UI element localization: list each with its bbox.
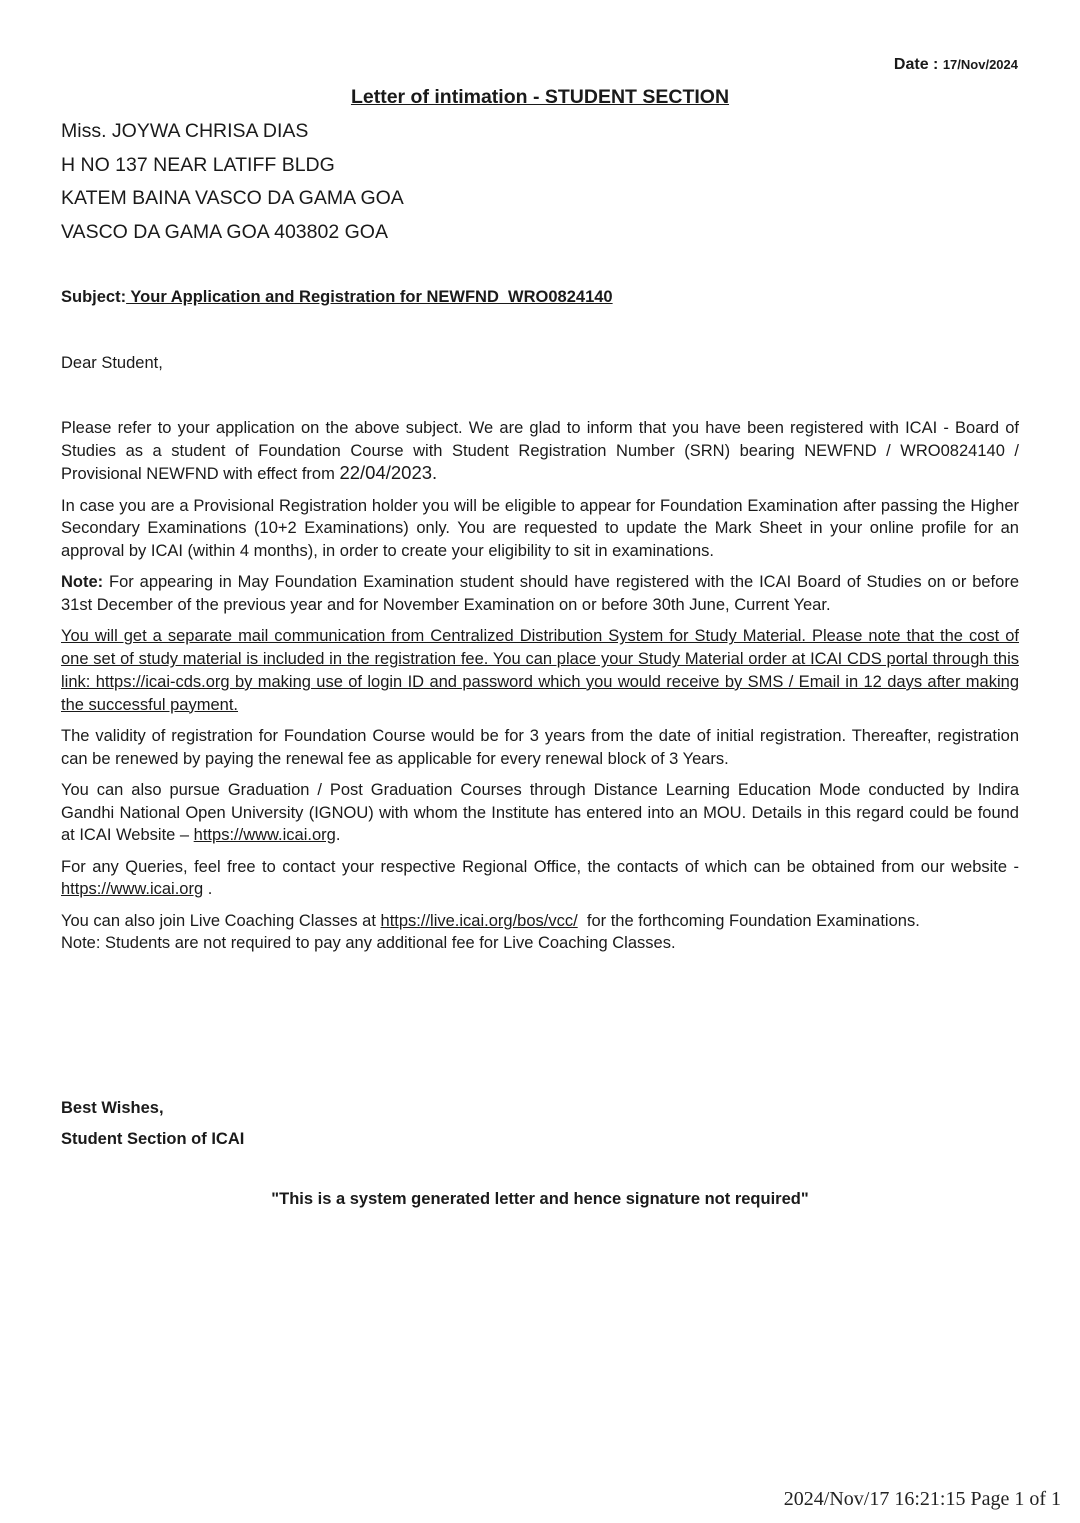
paragraph-text-end: for the forthcoming Foundation Examinations.	[577, 911, 920, 930]
paragraph-provisional: In case you are a Provisional Registration holder you will be eligible to appear for Foundation Examination after passing the Higher Secondary Examinations (10+2 Examinations) only. You are requested to update the Mark Sheet in your online profile for an approval by ICAI (within 4 months), in order to create your eligibility to sit in examinations.	[61, 496, 1019, 561]
paragraph-fee-note: Note: Students are not required to pay any additional fee for Live Coaching Classes.	[61, 934, 676, 953]
icai-website-link[interactable]: https://www.icai.org	[61, 880, 204, 899]
closing-signatory: Student Section of ICAI	[61, 1130, 245, 1148]
paragraph-text: You can also pursue Graduation / Post Graduation Courses through Distance Learning Education Mode conducted by Indira Gandhi National Open University (IGNOU) with whom the Institute has entered into an MOU. Details in this regard could be found at ICAI Website –	[61, 780, 1019, 845]
paragraph-text: For appearing in May Foundation Examination student should have registered with the ICAI Board of Studies on or before 31st December of the previous year and for November Examination on or before 30th June, Current Year.	[61, 573, 1019, 615]
paragraph-validity: The validity of registration for Foundation Course would be for 3 years from the date of initial registration. Thereafter, registration can be renewed by paying the renewal fee as applicable for every renewal block of 3 Years.	[61, 726, 1019, 768]
paragraph-text-end: .	[335, 826, 341, 845]
closing-block	[61, 1093, 244, 1155]
paragraph-text: You can also join Live Coaching Classes at	[61, 911, 381, 930]
subject-text: Your Application and Registration for NEWFND WRO0824140	[126, 288, 613, 306]
letter-title: Letter of intimation - STUDENT SECTION	[350, 86, 730, 108]
recipient-name: Miss. JOYWA CHRISA DIAS	[61, 120, 309, 142]
paragraph-text: Please refer to your application on the above subject. We are glad to inform that you have been registered with ICAI - Board of Studies as a student of Foundation Course with Student Registration Number (SRN) bearing NEWFND / WRO0824140 / Provisional NEWFND with effect from	[61, 419, 1019, 484]
letter-date	[894, 56, 1018, 74]
paragraph-text-end: .	[203, 880, 213, 899]
note-label: Note:	[61, 573, 104, 592]
subject-label: Subject:	[61, 288, 127, 306]
address-line: VASCO DA GAMA GOA 403802 GOA	[61, 220, 388, 243]
date-label: Date :	[893, 56, 939, 73]
address-line: H NO 137 NEAR LATIFF BLDG	[61, 153, 335, 176]
paragraph-ignou	[61, 779, 1019, 847]
paragraph-live-coaching	[61, 910, 1019, 933]
recipient-address-block	[61, 115, 404, 249]
page-footer: 2024/Nov/17 16:21:15 Page 1 of 1	[783, 1488, 1061, 1510]
system-generated-note: "This is a system generated letter and hence signature not required"	[271, 1190, 809, 1208]
effective-date: 22/04/2023.	[339, 462, 438, 484]
icai-website-link[interactable]: https://www.icai.org	[193, 826, 336, 845]
paragraph-text: For any Queries, feel free to contact your respective Regional Office, the contacts of which can be obtained from our website -	[61, 857, 1019, 876]
letter-body	[61, 417, 1019, 955]
subject-line	[61, 288, 613, 307]
paragraph-note-deadlines	[61, 571, 1019, 616]
paragraph-registration	[61, 417, 1019, 486]
date-value: 17/Nov/2024	[942, 57, 1018, 72]
live-coaching-link[interactable]: https://live.icai.org/bos/vcc/	[380, 911, 578, 930]
paragraph-queries	[61, 856, 1019, 901]
closing-greeting: Best Wishes,	[61, 1099, 164, 1117]
paragraph-study-material: You will get a separate mail communication from Centralized Distribution System for Study Material. Please note that the cost of one set of study material is included in the registration fee. You can place your Study Material order at ICAI CDS portal through this link: https://icai-cds.org by making use of login ID and password which you would receive by SMS / Email in 12 days after making the successful payment.	[61, 627, 1019, 714]
address-line: KATEM BAINA VASCO DA GAMA GOA	[61, 187, 404, 209]
salutation: Dear Student,	[61, 354, 163, 372]
